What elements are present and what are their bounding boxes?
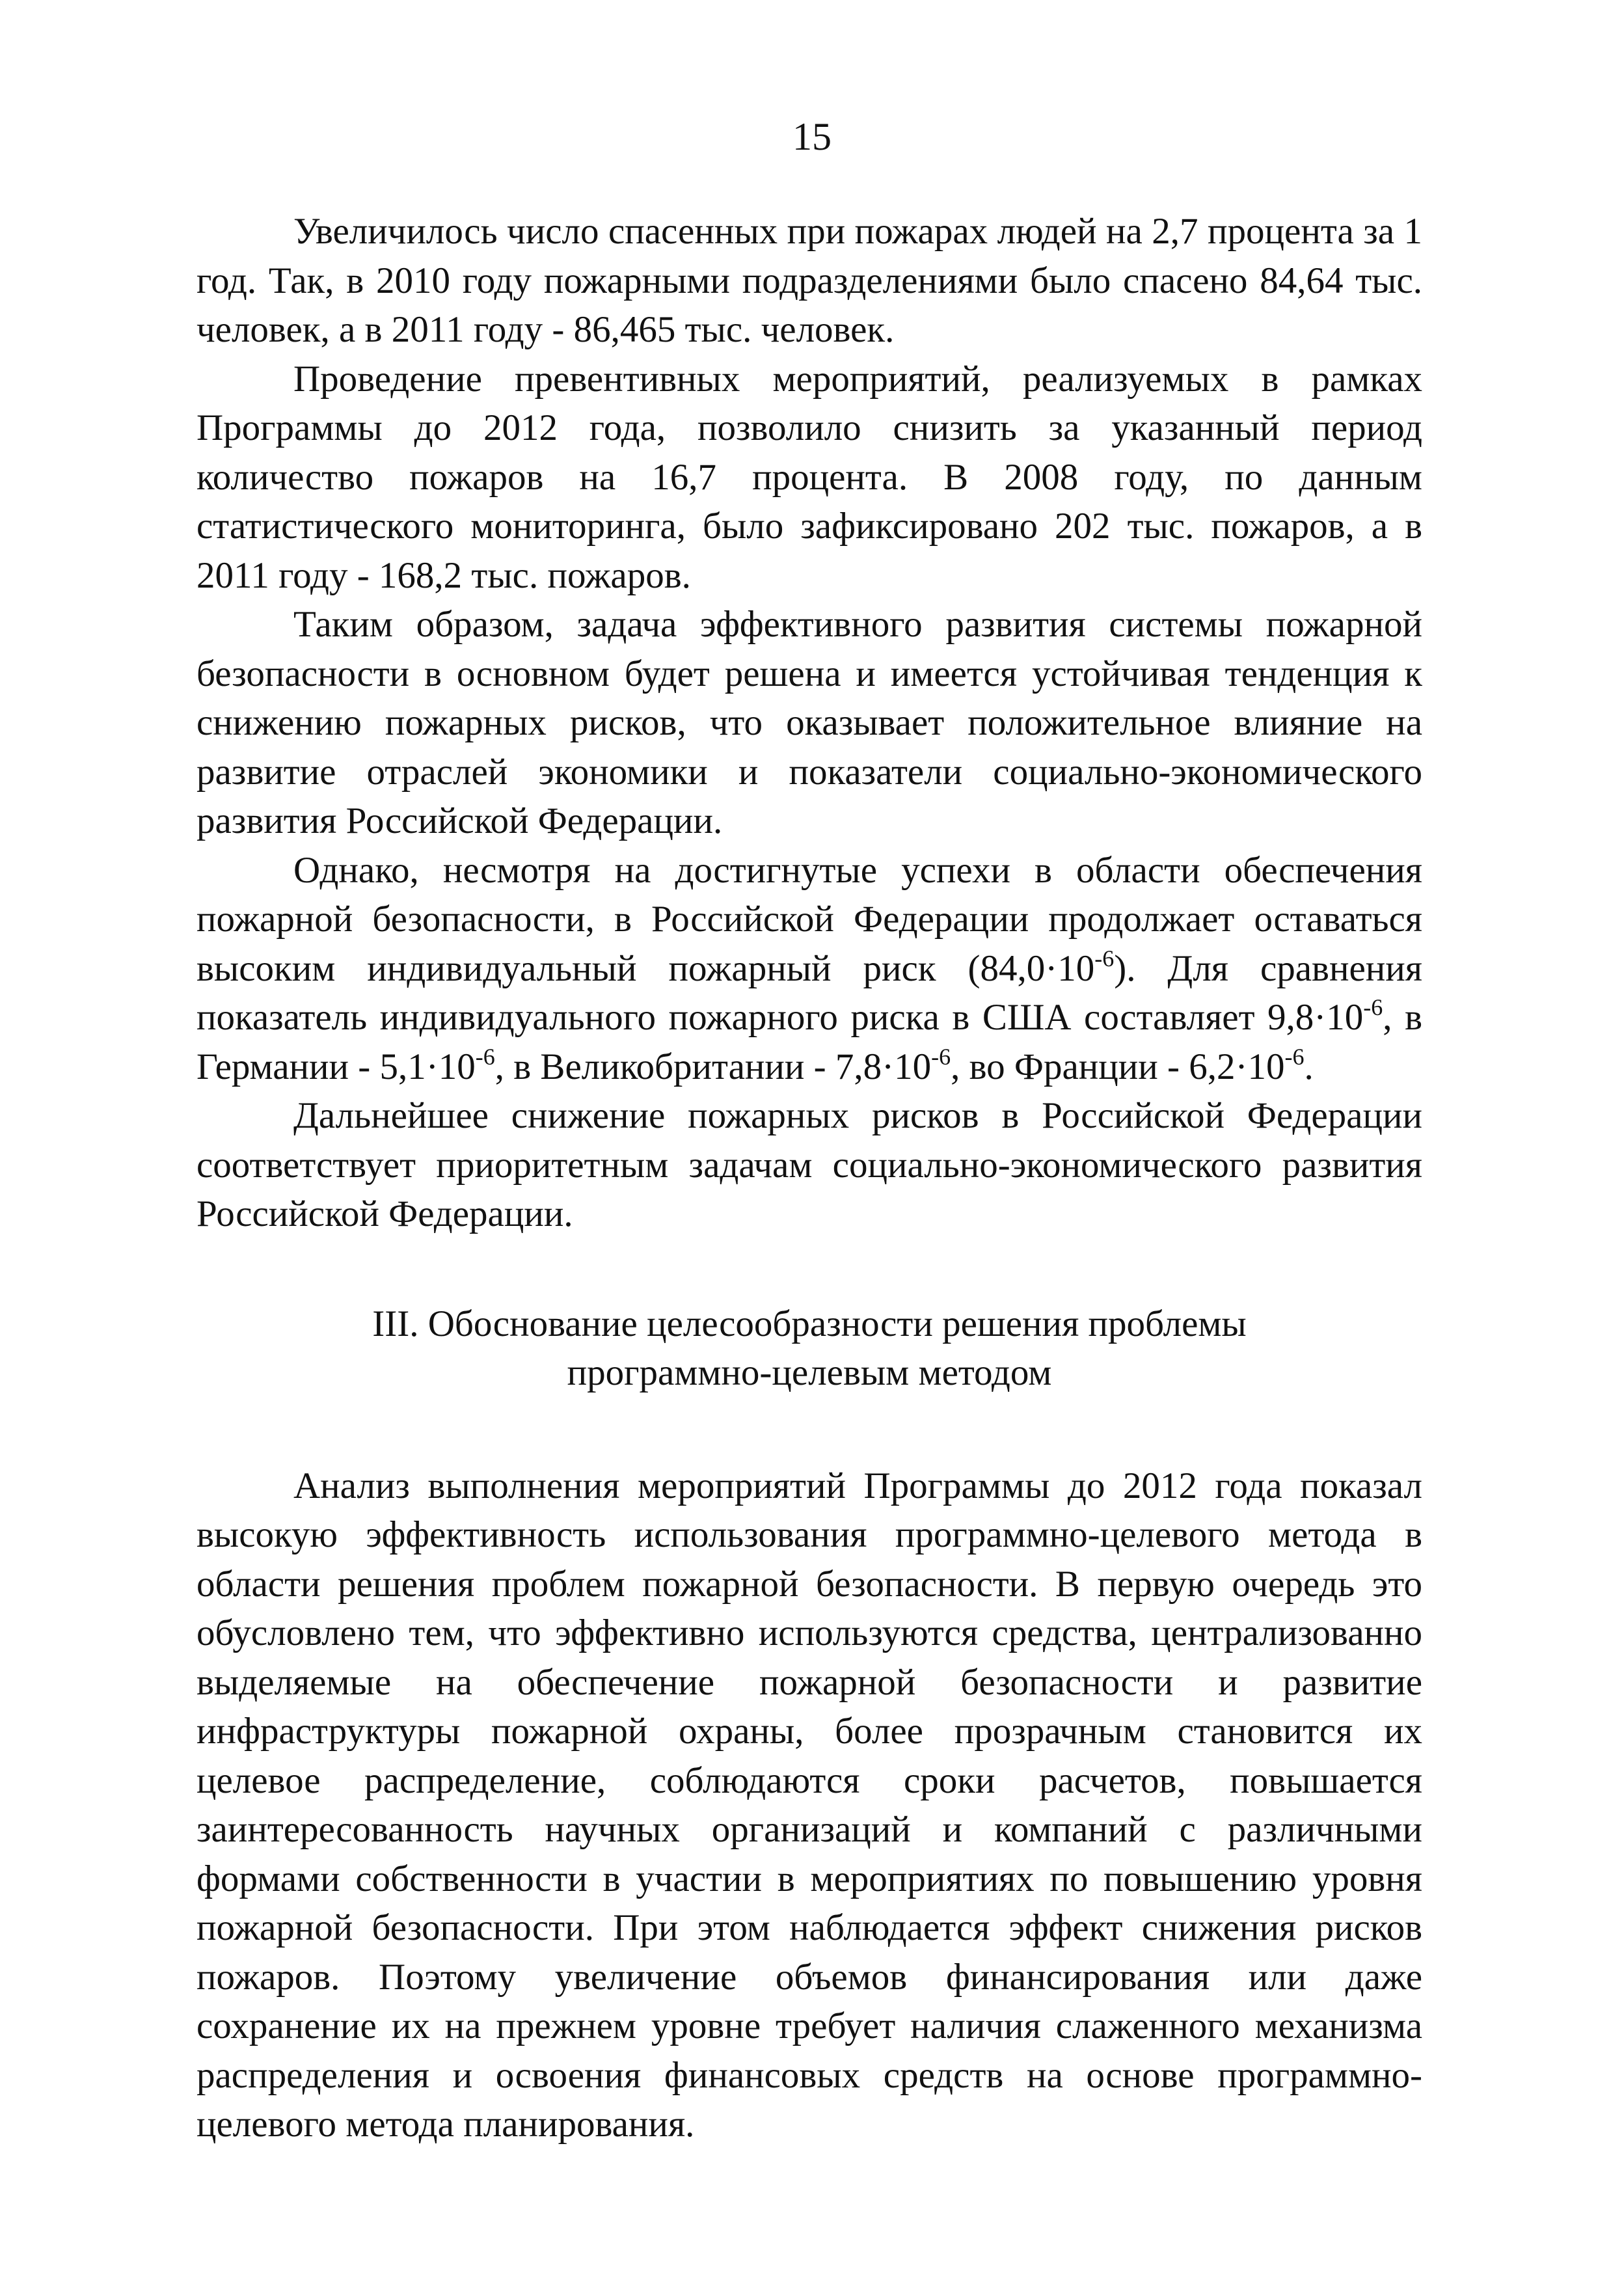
paragraph-individual-fire-risk <box>196 846 1422 1092</box>
page-number: 15 <box>792 115 832 158</box>
risk-exponent-uk: -6 <box>931 1043 951 1070</box>
risk-text-6: . <box>1304 1046 1314 1087</box>
section-heading-line-1: III. Обоснование целесообразности решения проблемы <box>372 1303 1247 1344</box>
paragraph-preventive-measures: Проведение превентивных мероприятий, реализуемых в рамках Программы до 2012 года, позволило снизить за указанный период количество пожаров на 16,7 процента. В 2008 году, по данным статистического мониторинга, было зафиксировано 202 тыс. пожаров, а в 2011 году - 168,2 тыс. пожаров. <box>196 358 1422 596</box>
risk-exponent-germany: -6 <box>475 1043 495 1070</box>
risk-text-5: , во Франции - 6,2·10 <box>951 1046 1285 1087</box>
risk-text-4: , в Великобритании - 7,8·10 <box>494 1046 932 1087</box>
body-text <box>196 207 1422 2149</box>
risk-exponent-russia: -6 <box>1094 945 1115 971</box>
risk-text-2: ). Для сравнения показатель индивидуального пожарного риска в США составляет 9,8·10 <box>196 947 1422 1038</box>
risk-exponent-france: -6 <box>1284 1043 1305 1070</box>
section-heading-line-2: программно-целевым методом <box>567 1352 1052 1393</box>
paragraph-rescued-people: Увеличилось число спасенных при пожарах людей на 2,7 процента за 1 год. Так, в 2010 году пожарными подразделениями было спасено 84,64 тыс. человек, а в 2011 году - 86,465 тыс. человек. <box>196 211 1422 350</box>
paragraph-risk-reduction-priority: Дальнейшее снижение пожарных рисков в Российской Федерации соответствует приоритетным задачам социально-экономического развития Российской Федерации. <box>196 1095 1422 1234</box>
risk-exponent-usa: -6 <box>1363 994 1383 1020</box>
paragraph-fire-safety-development: Таким образом, задача эффективного развития системы пожарной безопасности в основном будет решена и имеется устойчивая тенденция к снижению пожарных рисков, что оказывает положительное влияние на развитие отраслей экономики и показатели социально-экономического развития Российской Федерации. <box>196 604 1422 841</box>
paragraph-program-analysis: Анализ выполнения мероприятий Программы до 2012 года показал высокую эффективность использования программно-целевого метода в области решения проблем пожарной безопасности. В первую очередь это обусловлено тем, что эффективно используются средства, централизованно выделяемые на обеспечение пожарной безопасности и развитие инфраструктуры пожарной охраны, более прозрачным становится их целевое распределение, соблюдаются сроки расчетов, повышается заинтересованность научных организаций и компаний с различными формами собственности в участии в мероприятиях по повышению уровня пожарной безопасности. При этом наблюдается эффект снижения рисков пожаров. Поэтому увеличение объемов финансирования или даже сохранение их на прежнем уровне требует наличия слаженного механизма распределения и освоения финансовых средств на основе программно-целевого метода планирования. <box>196 1465 1422 2145</box>
risk-text-1: Однако, несмотря на достигнутые успехи в области обеспечения пожарной безопасности, в Российской Федерации продолжает оставаться высоким индивидуальный пожарный риск (84,0·10 <box>196 849 1422 989</box>
risk-text-3: , в Германии - 5,1·10 <box>196 997 1422 1087</box>
section-heading <box>196 1299 1422 1398</box>
